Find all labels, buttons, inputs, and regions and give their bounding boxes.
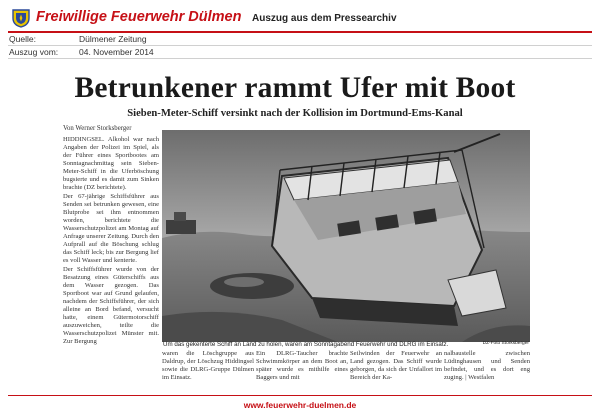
photo-caption: [163, 341, 529, 348]
capsized-boat-photo: [162, 130, 530, 342]
date-label: Auszug vom:: [9, 47, 59, 57]
fire-brigade-crest-icon: [10, 8, 32, 28]
source-value: Dülmener Zeitung: [79, 34, 147, 44]
article-bottom-column: waren die Löschgruppe aus Daldrup, der Löschzug Hiddingsel sowie die DLRG-Gruppe Dülmen im Einsatz.: [162, 350, 254, 381]
article-paragraph: Der 67-jährige Schiffsführer aus Senden sei betrunken gewesen, eine Blutprobe sei ihm entnommen worden, berichtete die Wasserschutzpolizei am Montag auf Anfrage unserer Zeitung. Durch den Aufprall auf die Böschung schlug das Schiff leck; bis zur Bergung lief es voll Wasser und kenterte.: [63, 193, 159, 264]
article-bottom-column: nalbaustelle zwischen Lüdinghausen und Senden befindet, und es dort eng zuging. | Westfalen: [444, 350, 530, 381]
page-header: [8, 5, 592, 31]
organization-name: Freiwillige Feuerwehr Dülmen: [36, 9, 242, 25]
photo-credit: DZ-Foto Storksberger: [482, 341, 529, 346]
article-bottom-column: Seilwinden der Feuerwehr an Land gezogen. Das Schiff wurde geborgen, da sich der Unfallort im Bereich der Ka-: [350, 350, 442, 381]
date-value: 04. November 2014: [79, 47, 154, 57]
article-lead-column: [63, 136, 159, 347]
press-archive-title: Auszug aus dem Pressearchiv: [252, 13, 397, 24]
date-row: [9, 47, 154, 57]
article-byline: Von Werner Storksberger: [63, 125, 132, 132]
source-row: [9, 34, 147, 44]
article-bottom-column: Ein DLRG-Taucher brachte Schwimmkörper an dem Boot an, später wurde es mithilfe eines Baggers und mit: [256, 350, 348, 381]
article-subhead: Sieben-Meter-Schiff versinkt nach der Kollision im Dortmund-Ems-Kanal: [127, 108, 463, 119]
capsized-boat-illustration: [162, 130, 530, 342]
article-headline: Betrunkener rammt Ufer mit Boot: [74, 72, 516, 104]
footer-website-link[interactable]: www.feuerwehr-duelmen.de: [243, 400, 357, 410]
footer-divider: [8, 395, 592, 396]
header-divider: [8, 31, 592, 33]
photo-caption-text: Um das gekenterte Schiff an Land zu holen, waren am Sonntagabend Feuerwehr und DLRG im Einsatz.: [163, 341, 449, 348]
article-paragraph: HIDDINGSEL. Alkohol war nach Angaben der Polizei im Spiel, als der Führer eines Sportbootes am Sonntagnachmittag sein Sieben-Meter-Schiff in die Uferböschung bugsierte und es damit zum Sinken brachte (DZ berichtete).: [63, 136, 159, 191]
meta-divider: [8, 45, 592, 46]
article-paragraph: Der Schiffsführer wurde von der Besatzung eines Güterschiffs aus dem Wasser gezogen. Das Sportboot war auf Grund gelaufen, nachdem der Schiffsführer, der sich alleine an Bord befand, versucht hatte, einem Gütermotorschiff auszuweichen, teilte die Wasserschutzpolizei Münster mit. Zur Bergung: [63, 266, 159, 345]
meta-divider: [8, 58, 592, 59]
newspaper-article: [60, 70, 530, 400]
source-label: Quelle:: [9, 34, 36, 44]
